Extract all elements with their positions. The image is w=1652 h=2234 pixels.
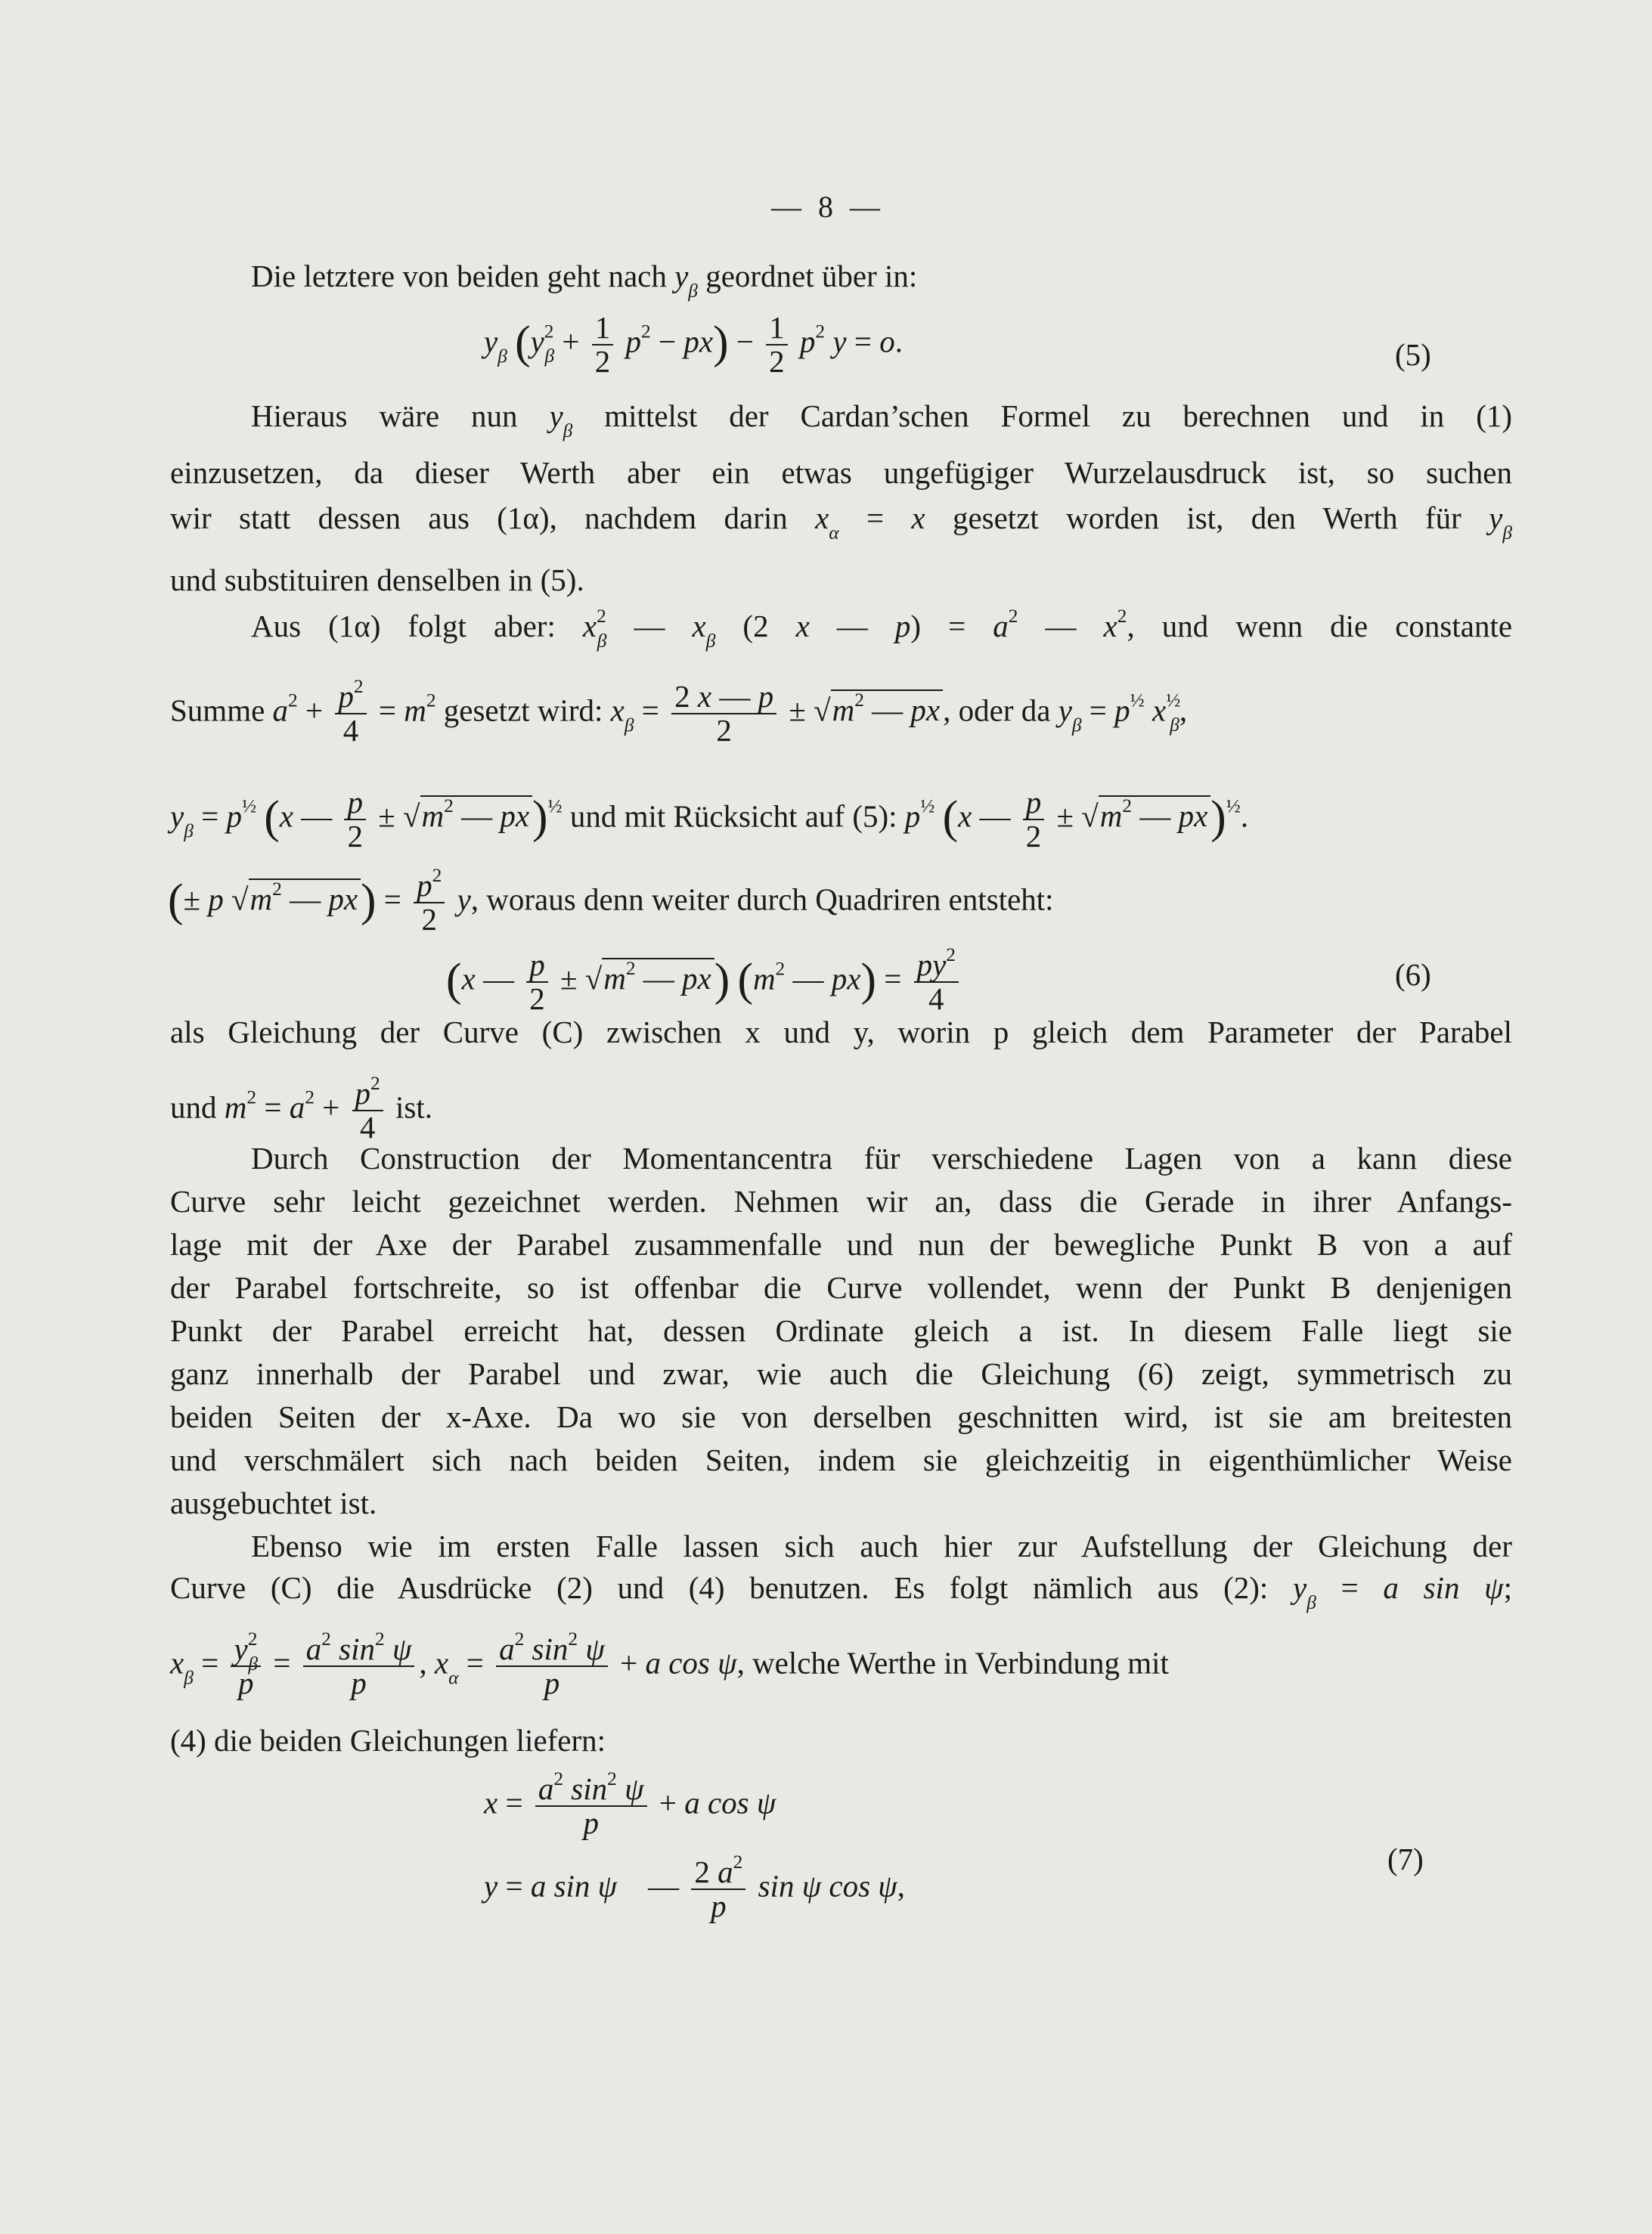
ist-text: ist. [395,1089,432,1125]
text-line: (4) die beiden Gleichungen liefern: [170,1723,606,1758]
welche-werthe-text: welche Werthe in Verbindung mit [752,1645,1169,1681]
aus-1a-end-text: und wenn die constante [1161,609,1513,643]
text-line: und verschmälert sich nach beiden Seiten, indem sie gleichzeitig in eigenthümlicher Weise [170,1442,1512,1477]
text-line: beiden Seiten der x-Axe. Da wo sie von derselben geschnitten wird, ist sie am breitesten [170,1399,1512,1434]
woraus-text: woraus denn weiter durch Quadriren entsteht: [486,882,1054,917]
gesetzt-wird-text: gesetzt wird: [443,693,603,728]
hieraus-end-text: mittelst der Cardan’schen Formel zu berechnen und in (1) [604,398,1512,433]
text-line: Punkt der Parabel erreicht hat, dessen Ordinate gleich a ist. In diesem Falle liegt sie [170,1313,1512,1348]
text-line: ganz innerhalb der Parabel und zwar, wie auch die Gleichung (6) zeigt, symmetrisch zu [170,1356,1512,1391]
equation-7-x: x = $\frac{a^2 \sin^2 \psi}{p}$ + a cos ψ [484,1768,776,1841]
text-line: lage mit der Axe der Parabel zusammenfalle und nun der bewegliche Punkt B von a auf [170,1227,1512,1262]
equation-6: (x — $\frac{p}{2}$ ± $√m^2$ — px) ($m^2$ — px) = $\frac{py^2}{4}$ [446,949,963,1015]
text-line: Summe $a^2$ + $\frac{p^2}{4}$ = $m^2$ gesetzt wird: $x_\beta$ = $\frac{2 x — p}{2}$ ± $√m^2$ — px, oder da $y_\beta = p^{\frac{1}{2}}$ $x^{\frac{1}{2}}_\beta$, [170,675,1188,748]
text-line: Ebenso wie im ersten Falle lassen sich auch hier zur Aufstellung der Gleichung der [251,1529,1512,1563]
text-line: und substituiren denselben in (5). [170,562,584,597]
text-line: als Gleichung der Curve (C) zwischen x und y, worin p gleich dem Parameter der Parabel [170,1015,1512,1049]
equation-5: $y_\beta$ ($y^2_\beta$ + $\frac{1}{2}$ $p^2 - px$) − $\frac{1}{2}$ $p^2$ y = o. [484,310,903,380]
text-line: wir statt dessen aus (1α), nachdem darin $x_\alpha = x$ gesetzt worden ist, den Werth für $y_\beta$ [170,500,1513,544]
text-line: $y_\beta = p^{\frac{1}{2}}$ (x — $\frac{p}{2}$ ± $√m^2$ — px)$^{\frac{1}{2}}$ und mit Rücksicht auf (5): $p^{\frac{1}{2}}$ (x — $\frac{p}{2}$ ± $√m^2$ — px)$^{\frac{1}{2}}$. [170,785,1249,854]
text-line: Die letztere von beiden geht nach $y_\beta$ geordnet über in: [251,259,918,302]
text-line: und $m^2 = a^2$ + $\frac{p^2}{4}$ ist. [170,1072,432,1145]
intro-end-text: geordnet über in: [705,259,918,293]
hieraus-start-text: Hieraus wäre nun [251,398,518,433]
text-line: einzusetzen, da dieser Werth aber ein etwas ungefügiger Wurzelausdruck ist, so suchen [170,455,1512,490]
text-line: $x_\beta$ = $\frac{y^2_\beta}{p}$ = $\frac{a^2 \sin^2 \psi}{p}$ , $x_\alpha$ = $\frac{a^2 \sin^2 \psi}{p}$ + a cos ψ, welche Werthe in Verbindung mit [170,1628,1169,1701]
page-number: — 8 — [771,190,885,224]
text-line: Curve sehr leicht gezeichnet werden. Nehmen wir an, dass die Gerade in ihrer Anfangs- [170,1184,1512,1219]
ebenso-2-text: Curve (C) die Ausdrücke (2) und (4) benutzen. Es folgt nämlich aus (2): [170,1570,1269,1605]
wir-statt-text: wir statt dessen aus (1α), nachdem darin [170,500,788,535]
text-line: Aus (1α) folgt aber: $x^2_\beta$ — $x_\beta$ (2 x — $p) = a^2$ — $x^2$, und wenn die constante [251,605,1513,652]
equation-7-y: y = a sin ψ — $\frac{2 a^2}{p}$ sin ψ cos ψ, [484,1851,906,1924]
text-line: Hieraus wäre nun $y_\beta$ mittelst der Cardan’schen Formel zu berechnen und in (1) [251,398,1512,442]
ruecksicht-text: und mit Rücksicht auf (5): [569,798,897,834]
summe-text: Summe [170,693,265,728]
text-line: der Parabel fortschreite, so ist offenbar die Curve vollendet, wenn der Punkt B denjenigen [170,1270,1512,1305]
equation-number-7: (7) [1387,1842,1424,1876]
text-line: (± p $√m^2$ — px) = $\frac{p^2}{2}$ y, woraus denn weiter durch Quadriren entsteht: [168,864,1054,937]
aus-1a-text: Aus (1α) folgt aber: [251,609,556,643]
text-line: ausgebuchtet ist. [170,1486,377,1520]
text-line: Durch Construction der Momentancentra für verschiedene Lagen von a kann diese [251,1141,1512,1176]
und-text: und [170,1089,217,1125]
wir-statt-mid-text: gesetzt worden ist, den Werth für [952,500,1461,535]
text-line: Curve (C) die Ausdrücke (2) und (4) benutzen. Es folgt nämlich aus (2): $y_\beta = a$ sin ψ; [170,1570,1513,1613]
oder-da-text: oder da [958,693,1051,728]
equation-number-6: (6) [1395,957,1431,992]
equation-number-5: (5) [1395,337,1431,372]
intro-text: Die letztere von beiden geht nach [251,259,667,293]
